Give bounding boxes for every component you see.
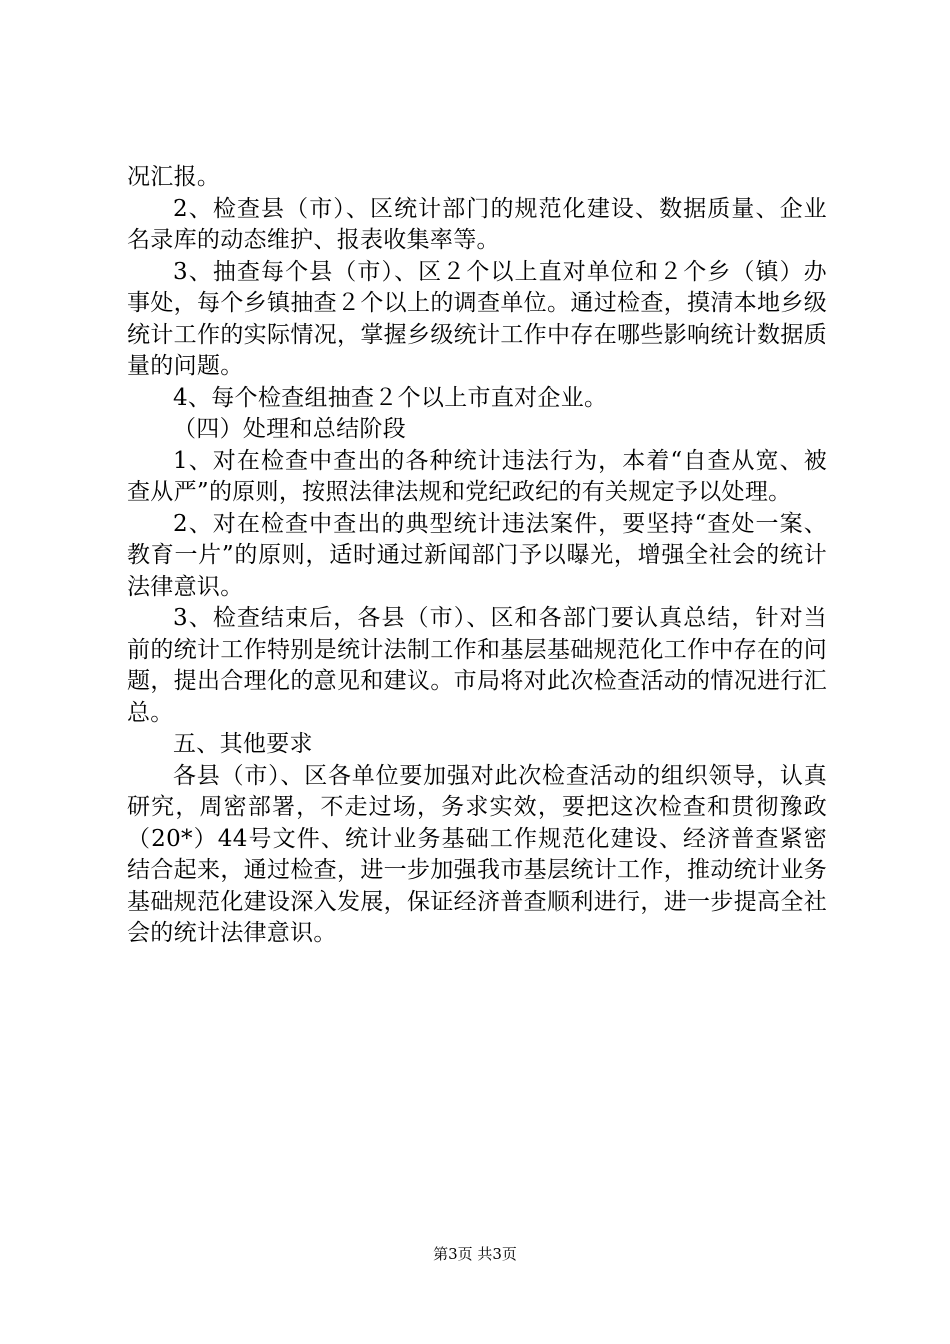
- paragraph-item-3: 3、抽查每个县（市）、区２个以上直对单位和２个乡（镇）办事处，每个乡镇抽查２个以上的调查单位。通过检查，摸清本地乡级统计工作的实际情况，掌握乡级统计工作中存在哪些影响统计数据质量的问题。: [127, 258, 827, 379]
- page-number-footer: 第3页 共3页: [433, 1245, 517, 1263]
- document-body: [127, 162, 827, 950]
- paragraph-continuation: 况汇报。: [127, 164, 221, 190]
- paragraph-other-requirements: 各县（市）、区各单位要加强对此次检查活动的组织领导，认真研究，周密部署，不走过场，务求实效，要把这次检查和贯彻豫政（20*）44号文件、统计业务基础工作规范化建设、经济普查紧密结合起来，通过检查，进一步加强我市基层统计工作，推动统计业务基础规范化建设深入发展，保证经济普查顺利进行，进一步提高全社会的统计法律意识。: [127, 762, 827, 946]
- paragraph-stage4-item-1: 1、对在检查中查出的各种统计违法行为，本着“自查从宽、被查从严”的原则，按照法律法规和党纪政纪的有关规定予以处理。: [127, 447, 827, 505]
- section-heading-other-requirements: 五、其他要求: [173, 731, 313, 757]
- section-heading-stage-4: （四）处理和总结阶段: [173, 416, 406, 442]
- paragraph-item-2: 2、检查县（市）、区统计部门的规范化建设、数据质量、企业名录库的动态维护、报表收集率等。: [127, 195, 827, 253]
- paragraph-stage4-item-2: 2、对在检查中查出的典型统计违法案件，要坚持“查处一案、教育一片”的原则，适时通过新闻部门予以曝光，增强全社会的统计法律意识。: [127, 510, 827, 600]
- paragraph-item-4: 4、每个检查组抽查２个以上市直对企业。: [173, 384, 608, 411]
- paragraph-stage4-item-3: 3、检查结束后，各县（市）、区和各部门要认真总结，针对当前的统计工作特别是统计法制工作和基层基础规范化工作中存在的问题，提出合理化的意见和建议。市局将对此次检查活动的情况进行汇总。: [127, 605, 827, 726]
